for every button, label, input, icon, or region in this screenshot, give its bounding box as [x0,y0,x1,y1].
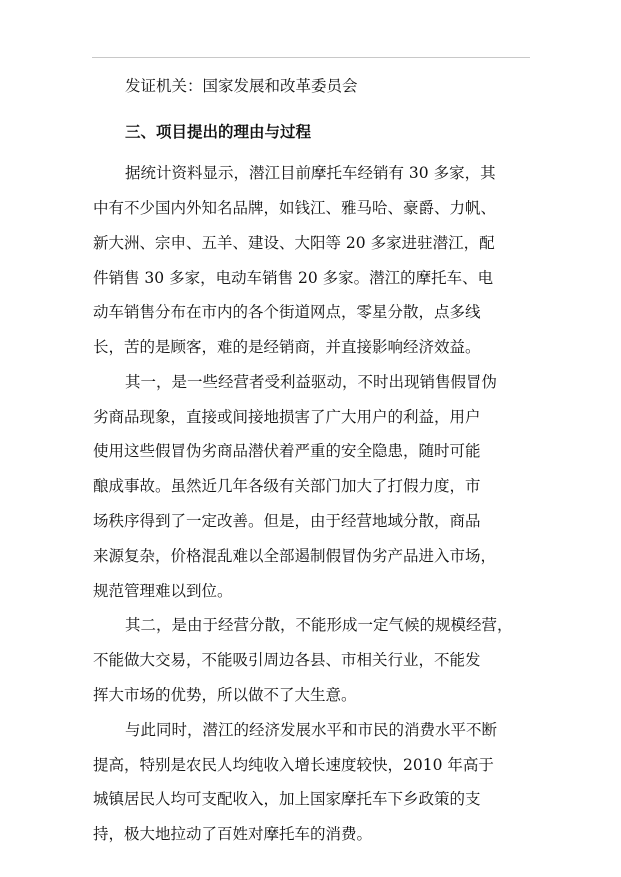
issuer-line: 发证机关：国家发展和改革委员会 [125,77,358,95]
header-rule [92,57,530,58]
paragraph-line: 据统计资料显示，潜江目前摩托车经销有 30 多家，其 [125,164,496,182]
paragraph-line: 场秩序得到了一定改善。但是，由于经营地域分散，商品 [93,512,481,530]
paragraph-line: 来源复杂，价格混乱难以全部遏制假冒伪劣产品进入市场， [93,547,497,565]
paragraph-line: 酿成事故。虽然近几年各级有关部门加大了打假力度，市 [93,477,481,495]
paragraph-line: 规范管理难以到位。 [93,582,233,600]
paragraph-line: 其一，是一些经营者受利益驱动，不时出现销售假冒伪 [125,373,498,391]
paragraph-line: 不能做大交易，不能吸引周边各县、市相关行业，不能发 [93,651,481,669]
paragraph-line: 动车销售分布在市内的各个街道网点，零星分散，点多线 [93,303,481,321]
paragraph-line: 中有不少国内外知名品牌，如钱江、雅马哈、豪爵、力帆、 [93,199,497,217]
paragraph-line: 与此同时，潜江的经济发展水平和市民的消费水平不断 [125,721,498,739]
paragraph-line: 劣商品现象，直接或间接地损害了广大用户的利益，用户 [93,408,481,426]
paragraph-line: 使用这些假冒伪劣商品潜伏着严重的安全隐患，随时可能 [93,442,481,460]
section-heading: 三、项目提出的理由与过程 [125,122,312,141]
paragraph-line: 新大洲、宗申、五羊、建设、大阳等 20 多家进驻潜江，配 [93,234,495,252]
paragraph-line: 件销售 30 多家，电动车销售 20 多家。潜江的摩托车、电 [93,269,494,287]
paragraph-line: 持，极大地拉动了百姓对摩托车的消费。 [93,825,373,843]
paragraph-line: 长，苦的是顾客，难的是经销商，并直接影响经济效益。 [93,338,481,356]
paragraph-line: 挥大市场的优势，所以做不了大生意。 [93,686,357,704]
paragraph-line: 提高，特别是农民人均纯收入增长速度较快，2010 年高于 [93,756,494,774]
paragraph-line: 其二，是由于经营分散，不能形成一定气候的规模经营， [125,616,513,634]
paragraph-line: 城镇居民人均可支配收入，加上国家摩托车下乡政策的支 [93,790,481,808]
